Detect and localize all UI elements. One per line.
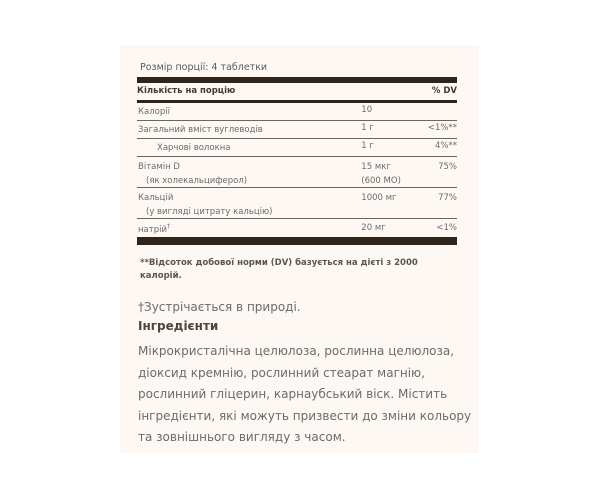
nutrient-name: Кальцій <box>138 193 174 203</box>
table-row-vitamin-d <box>137 157 457 188</box>
nutrient-name: Вітамін D <box>138 162 180 172</box>
nutrient-name-cell <box>137 191 361 218</box>
nutrient-dv <box>423 105 457 118</box>
nutrient-form: (у вигляді цитрату кальцію) <box>146 207 273 217</box>
nutrient-amount: 10 <box>361 105 373 115</box>
supplement-facts-table <box>137 77 457 245</box>
table-row-calcium <box>137 188 457 219</box>
dagger-mark: † <box>167 223 170 230</box>
nutrient-amount: 20 мг <box>361 223 386 233</box>
nutrient-dv: 75% <box>438 162 457 172</box>
nutrient-amount-cell <box>361 160 423 187</box>
nutrient-amount: 1 г <box>361 141 374 151</box>
nutrient-amount: 1000 мг <box>361 193 397 203</box>
table-row-carbohydrates <box>137 121 457 139</box>
table-row-sodium <box>137 219 457 237</box>
amount-per-serving-header: Кількість на порцію <box>137 86 236 96</box>
nutrient-name-cell <box>137 223 361 237</box>
nutrient-dv: 77% <box>438 193 457 203</box>
table-row-calories <box>137 103 457 121</box>
nutrient-name: Харчові волокна <box>157 143 231 153</box>
nutrient-name-cell <box>137 143 361 156</box>
table-row-fiber <box>137 139 457 157</box>
nutrient-amount: 1 г <box>361 123 374 133</box>
nutrient-dv: <1%** <box>427 123 457 133</box>
nutrient-name: Загальний вміст вуглеводів <box>138 125 263 135</box>
nutrient-name-cell <box>137 160 361 187</box>
nutrient-name: Калорії <box>138 107 170 117</box>
daily-value-footnote: **Відсоток добової норми (DV) базується на дієті з 2000 калорій. <box>140 258 418 281</box>
nutrient-amount-iu: (600 МО) <box>361 176 401 186</box>
ingredients-heading: Інгредієнти <box>138 319 219 333</box>
divider-thick-bottom <box>137 237 457 245</box>
naturally-occurring-note: †Зустрічається в природі. <box>138 300 301 314</box>
nutrient-amount: 15 мкг <box>361 162 391 172</box>
ingredients-list: Мікрокристалічна целюлоза, рослинна целюлоза, діоксид кремнію, рослинний стеарат магнію, рослинний гліцерин, карнаубський віск. Містить інгредієнти, які можуть призвести до зміни кольору та зовнішнього вигляду з часом. <box>138 344 472 444</box>
nutrient-form: (як холекальциферол) <box>146 176 248 186</box>
nutrient-dv: 4%** <box>435 141 457 151</box>
nutrient-name: натрій <box>138 224 167 235</box>
dv-header: % DV <box>431 86 457 96</box>
supplement-facts-panel <box>120 45 479 453</box>
table-header <box>137 83 457 100</box>
serving-size: Розмір порції: 4 таблетки <box>140 62 268 73</box>
nutrient-dv: <1% <box>436 223 457 233</box>
